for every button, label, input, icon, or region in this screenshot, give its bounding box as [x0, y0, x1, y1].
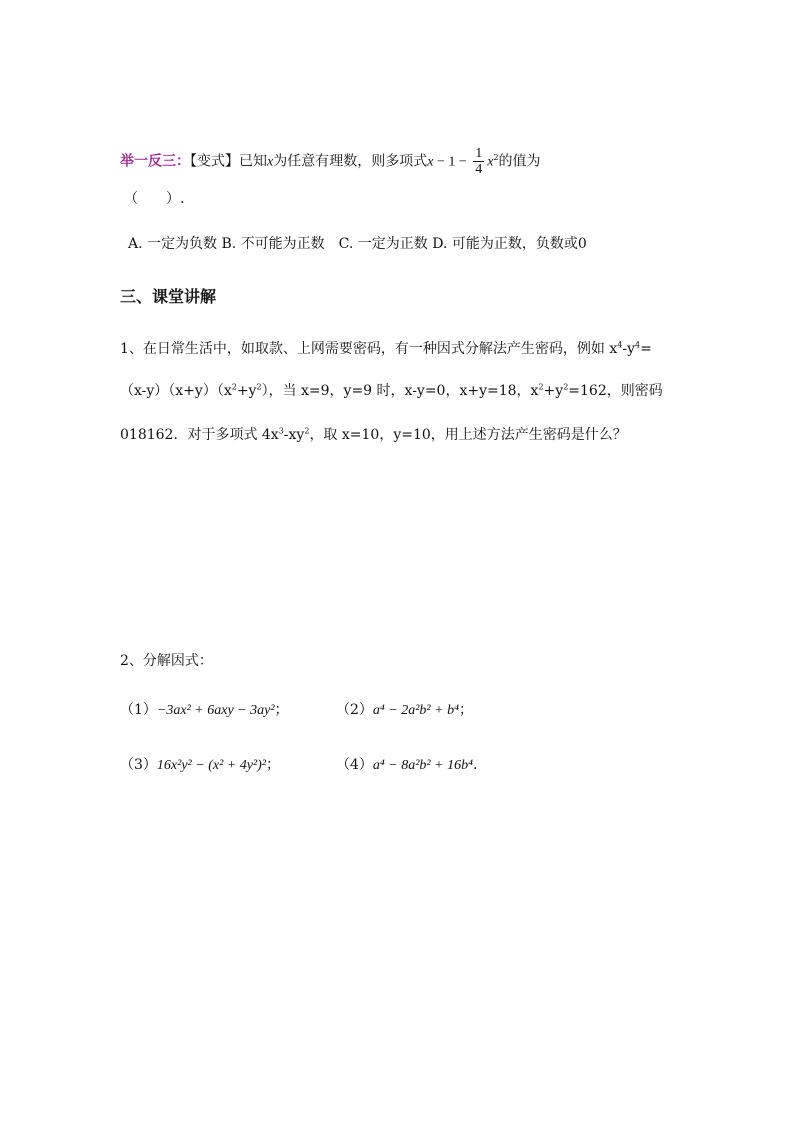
variant-text1: 已知 — [239, 153, 267, 170]
answer-paren: （ ）. — [124, 191, 185, 207]
problem1-line2-b: +y — [236, 383, 257, 399]
problem1-line3-a: 018162．对于多项式 4x — [120, 427, 279, 443]
problem1-line2-d: +y — [543, 383, 564, 399]
superscript: 2 — [231, 382, 237, 392]
item-end: . — [472, 757, 478, 773]
superscript: 2 — [563, 382, 569, 392]
problem1-line1-mid: -y — [622, 341, 635, 357]
problem1-line3-c: ，取 x=10，y=10，用上述方法产生密码是什么？ — [309, 427, 627, 443]
item-end: ； — [458, 702, 473, 718]
variant-text3: 的值为 — [498, 153, 541, 170]
superscript: 3 — [278, 426, 284, 436]
problem2-item2 — [336, 699, 473, 719]
variable-x: x — [267, 154, 274, 170]
problem1-line2-a: （x-y）（x+y）（x — [120, 383, 232, 399]
superscript: 2 — [538, 382, 544, 392]
math-expression: −3ax² + 6axy − 3ay² — [156, 703, 275, 718]
problem1-line1-text: 1、在日常生活中，如取款、上网需要密码，有一种因式分解法产生密码，例如 x — [120, 341, 618, 357]
expr-minus-one: − 1 − — [433, 154, 471, 170]
superscript: 2 — [256, 382, 262, 392]
superscript: 4 — [617, 340, 623, 350]
variant-label: 举一反三： — [120, 153, 190, 170]
problem2-item1 — [120, 699, 289, 719]
problem1-line3-b: -xy — [283, 427, 305, 443]
fraction-one-quarter — [473, 146, 484, 177]
item-label: （2） — [336, 702, 373, 718]
variant-text2: 为任意有理数，则多项式 — [273, 153, 428, 170]
variant-line — [120, 146, 541, 177]
problem1-line1 — [120, 338, 652, 358]
item-end: ； — [274, 702, 289, 718]
superscript-2: 2 — [493, 152, 499, 162]
problem2-item3 — [120, 754, 280, 774]
problem2-title: 2、分解因式： — [120, 653, 213, 669]
superscript: 2 — [304, 426, 310, 436]
problem1-line2 — [120, 380, 663, 400]
expr-x-squared: x — [487, 154, 494, 170]
math-expression: a⁴ − 8a²b² + 16b⁴ — [372, 758, 473, 773]
item-end: ； — [265, 757, 280, 773]
math-expression: a⁴ − 2a²b² + b⁴ — [372, 703, 459, 718]
variant-options: A. 一定为负数 B. 不可能为正数 C. 一定为正数 D. 可能为正数，负数或0 — [128, 236, 587, 252]
section-title: 三、课堂讲解 — [120, 287, 217, 306]
problem1-line3 — [120, 424, 627, 444]
item-label: （1） — [120, 702, 157, 718]
fraction-numerator: 1 — [475, 146, 483, 161]
superscript: 4 — [635, 340, 641, 350]
item-label: （4） — [336, 757, 373, 773]
variant-bracket: 【变式】 — [190, 153, 239, 170]
expr-x: x — [427, 154, 434, 170]
problem2-item4 — [336, 754, 477, 774]
problem1-line2-e: =162，则密码 — [568, 383, 663, 399]
fraction-denominator: 4 — [475, 162, 483, 177]
problem1-line1-end: = — [640, 341, 652, 357]
problem1-line2-c: ），当 x=9，y=9 时，x-y=0，x+y=18，x — [261, 383, 539, 399]
item-label: （3） — [120, 757, 157, 773]
math-expression: 16x²y² − (x² + 4y²)² — [156, 758, 266, 773]
